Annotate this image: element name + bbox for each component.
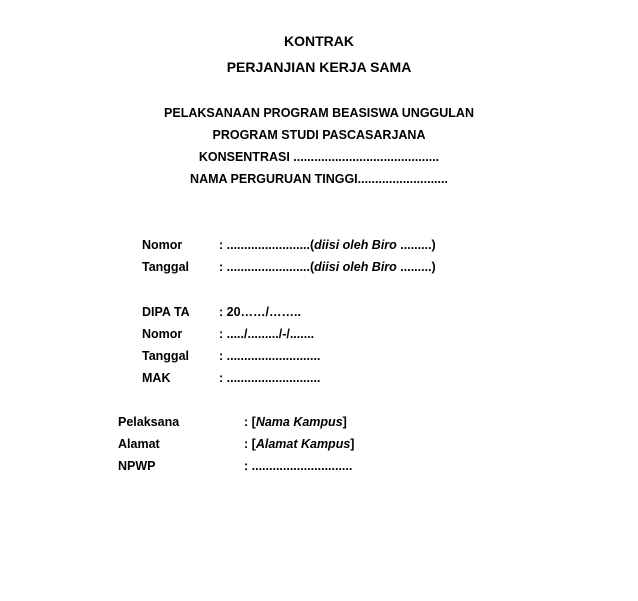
alamat-campus-address: Alamat Kampus — [255, 437, 351, 451]
dipa-ta-label: DIPA TA — [142, 305, 190, 319]
contract-tanggal-label: Tanggal — [142, 260, 189, 274]
dipa-ta-value: : 20……/…….. — [219, 305, 301, 319]
contract-nomor-prefix: : ........................( — [219, 238, 315, 252]
university-name-line: NAMA PERGURUAN TINGGI.......................... — [190, 172, 448, 186]
alamat-value — [244, 437, 354, 451]
dipa-nomor-value: : ...../........./-/....... — [219, 327, 315, 341]
document-title: KONTRAK — [284, 33, 354, 49]
alamat-prefix: : [ — [244, 437, 256, 451]
alamat-label: Alamat — [118, 437, 160, 451]
contract-nomor-label: Nomor — [142, 238, 183, 252]
contract-tanggal-suffix: .........) — [396, 260, 436, 274]
npwp-value: : ............................. — [244, 459, 353, 473]
pelaksana-value — [244, 415, 347, 429]
pelaksana-suffix: ] — [342, 415, 347, 429]
pelaksana-prefix: : [ — [244, 415, 256, 429]
dipa-tanggal-value: : ........................... — [219, 349, 321, 363]
mak-value: : ........................... — [219, 371, 321, 385]
pelaksana-label: Pelaksana — [118, 415, 180, 429]
program-name-line: PELAKSANAAN PROGRAM BEASISWA UNGGULAN — [164, 106, 474, 120]
mak-label: MAK — [142, 371, 171, 385]
contract-nomor-note: diisi oleh Biro — [314, 238, 397, 252]
contract-nomor-value — [219, 238, 436, 252]
contract-nomor-suffix: .........) — [396, 238, 436, 252]
document-subtitle: PERJANJIAN KERJA SAMA — [226, 59, 412, 75]
pelaksana-campus-name: Nama Kampus — [255, 415, 343, 429]
concentration-line: KONSENTRASI .......................................... — [198, 150, 440, 164]
contract-tanggal-value — [219, 260, 436, 274]
alamat-suffix: ] — [350, 437, 355, 451]
dipa-tanggal-label: Tanggal — [142, 349, 189, 363]
contract-tanggal-prefix: : ........................( — [219, 260, 315, 274]
npwp-label: NPWP — [118, 459, 156, 473]
program-study-line: PROGRAM STUDI PASCASARJANA — [212, 128, 426, 142]
contract-tanggal-note: diisi oleh Biro — [314, 260, 397, 274]
dipa-nomor-label: Nomor — [142, 327, 183, 341]
